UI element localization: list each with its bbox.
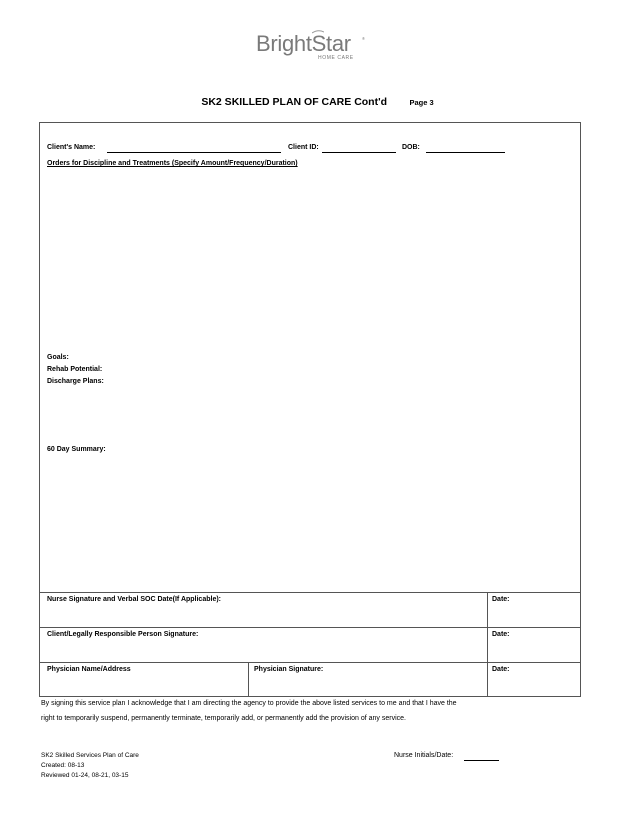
acknowledgement-line-2: right to temporarily suspend, permanently terminate, temporarily add, or permanently add the provision of any service. xyxy=(41,715,406,722)
page-title: SK2 SKILLED PLAN OF CARE Cont'd xyxy=(201,96,388,108)
plan-of-care-form xyxy=(39,122,581,697)
physician-name-label: Physician Name/Address xyxy=(47,666,131,673)
goals-label: Goals: xyxy=(47,354,69,361)
nurse-initials-label: Nurse Initials/Date: xyxy=(394,752,454,759)
orders-label: Orders for Discipline and Treatments (Specify Amount/Frequency/Duration) xyxy=(47,160,298,167)
dob-line[interactable] xyxy=(426,152,505,153)
discharge-plans-label: Discharge Plans: xyxy=(47,378,104,385)
sixty-day-summary-label: 60 Day Summary: xyxy=(47,446,106,453)
client-date-field[interactable] xyxy=(488,628,580,662)
nurse-initials xyxy=(394,751,453,761)
nurse-initials-line[interactable] xyxy=(464,760,499,761)
client-name-line[interactable] xyxy=(107,152,281,153)
client-id-label: Client ID: xyxy=(288,144,319,151)
client-name-label: Client's Name: xyxy=(47,144,96,151)
acknowledgement-line-1: By signing this service plan I acknowledge that I am directing the agency to provide the above listed services to me and that I have the xyxy=(41,700,457,707)
page-number: Page 3 xyxy=(409,98,434,107)
nurse-date-label: Date: xyxy=(492,596,510,603)
physician-signature-field[interactable] xyxy=(249,663,487,697)
client-signature-label: Client/Legally Responsible Person Signature: xyxy=(47,631,199,638)
client-id-line[interactable] xyxy=(322,152,396,153)
client-signature-field[interactable] xyxy=(40,628,487,662)
logo-wordmark: BrightStar xyxy=(256,31,351,56)
rehab-potential-label: Rehab Potential: xyxy=(47,366,103,373)
client-date-label: Date: xyxy=(492,631,510,638)
nurse-signature-label: Nurse Signature and Verbal SOC Date(If Applicable): xyxy=(47,596,221,603)
dob-label: DOB: xyxy=(402,144,420,151)
physician-date-label: Date: xyxy=(492,666,510,673)
footer-form-name: SK2 Skilled Services Plan of Care xyxy=(41,752,139,759)
page-header xyxy=(0,92,635,110)
nurse-signature-field[interactable] xyxy=(40,593,487,627)
physician-date-field[interactable] xyxy=(488,663,580,697)
physician-signature-label: Physician Signature: xyxy=(254,666,324,673)
physician-name-field[interactable] xyxy=(40,663,248,697)
logo-tagline: HOME CARE xyxy=(318,55,354,61)
logo-trademark: ® xyxy=(362,36,365,41)
footer-created-date: Created: 08-13 xyxy=(41,762,85,769)
nurse-date-field[interactable] xyxy=(488,593,580,627)
brightstar-logo xyxy=(256,30,376,66)
footer-reviewed-dates: Reviewed 01-24, 08-21, 03-15 xyxy=(41,772,129,779)
footer-form-info xyxy=(41,751,139,781)
